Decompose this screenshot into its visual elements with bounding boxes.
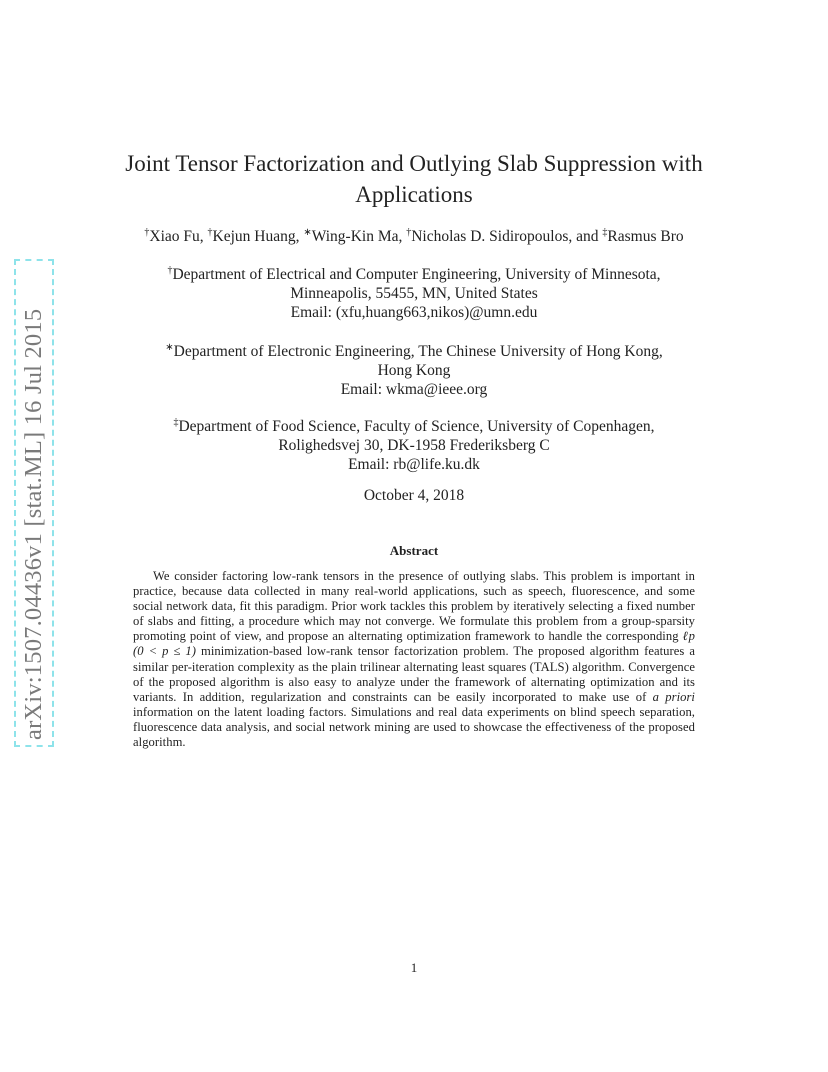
paper-title <box>100 148 728 210</box>
affiliation-umn: †Department of Electrical and Computer Engineering, University of Minnesota, Minneapolis, 55455, MN, United States Email: (xfu,huang663,nikos)@umn.edu <box>90 265 738 322</box>
title-line-2: Applications <box>355 182 473 207</box>
affiliation-email: Email: wkma@ieee.org <box>340 381 488 398</box>
math-lp: ℓp (0 < p ≤ 1) <box>133 629 695 659</box>
title-line-1: Joint Tensor Factorization and Outlying Slab Suppression with <box>125 151 703 176</box>
affiliation-copenhagen: ‡Department of Food Science, Faculty of Science, University of Copenhagen, Rolighedsvej 30, DK-1958 Frederiksberg C Email: rb@life.ku.dk <box>90 417 738 474</box>
affiliation-email: Email: rb@life.ku.dk <box>348 456 480 473</box>
affiliation-cuhk: ∗Department of Electronic Engineering, The Chinese University of Hong Kong, Hong Kong Email: wkma@ieee.org <box>90 342 738 399</box>
abstract-heading: Abstract <box>389 543 439 558</box>
author: †Xiao Fu, <box>144 227 204 245</box>
author-list <box>80 228 748 246</box>
paper-date: October 4, 2018 <box>363 487 465 504</box>
page-number: 1 <box>410 960 418 975</box>
arxiv-identifier: arXiv:1507.04436v1 [stat.ML] 16 Jul 2015 <box>20 308 47 740</box>
author: ∗Wing-Kin Ma, <box>303 227 403 245</box>
abstract-emphasis: a priori <box>652 689 695 704</box>
affiliation-email: Email: (xfu,huang663,nikos)@umn.edu <box>290 304 538 321</box>
author: †Nicholas D. Sidiropoulos, and <box>406 227 599 245</box>
author: †Kejun Huang, <box>207 227 300 245</box>
author: ‡Rasmus Bro <box>602 227 684 245</box>
abstract-body: We consider factoring low-rank tensors in the presence of outlying slabs. This problem is important in practice, because data collected in many real-world applications, such as speech, fluorescence, and some social network data, fit this paradigm. Prior work tackles this problem by iteratively selecting a fixed number of slabs and fitting, a procedure which may not converge. We formulate this problem from a group-sparsity promoting point of view, and propose an alternating optimization framework to handle the corresponding ℓp (0 < p ≤ 1) minimization-based low-rank tensor factorization problem. The proposed algorithm features a similar per-iteration complexity as the plain trilinear alternating least squares (TALS) algorithm. Convergence of the proposed algorithm is also easy to analyze under the framework of alternating optimization and its variants. In addition, regularization and constraints can be easily incorporated to make use of a priori information on the latent loading factors. Simulations and real data experiments on blind speech separation, fluorescence data analysis, and social network mining are used to showcase the effectiveness of the proposed algorithm. <box>133 569 695 750</box>
